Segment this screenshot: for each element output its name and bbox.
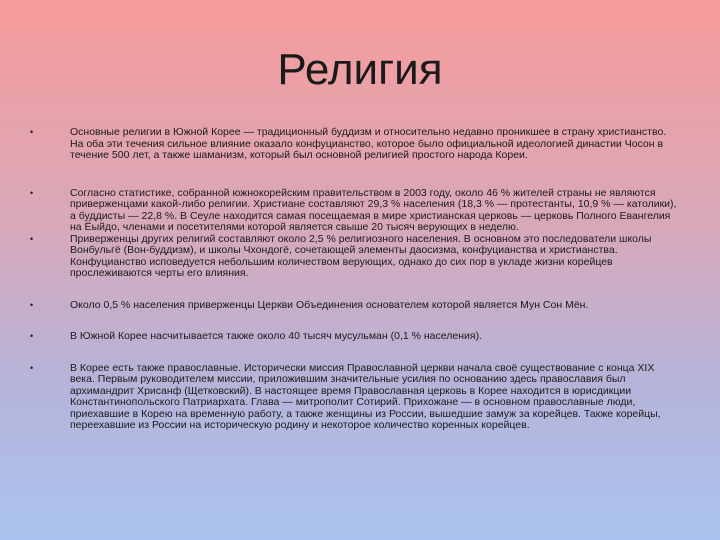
bullet-text: Согласно статистике, собранной южнокорейским правительством в 2003 году, около 46 % жителей страны не являются приверженцами какой-либо религии. Христиане составляют 29,3 % населения (18,3 % — протестанты, 10,9 % — католики), а буддисты — 22,8 %. В Сеуле находится самая посещаемая в мире христианская церковь — церковь Полного Евангелия на Ёыйдо, членами и посетителями которой является свыше 20 тысяч верующих в неделю. — [70, 186, 677, 233]
bullet-dot: • — [30, 233, 34, 244]
bullet-dot: • — [30, 127, 34, 137]
bullet-text: Приверженцы других религий составляют около 2,5 % религиозного населения. В основном это последователи школы Вонбульгё (Вон-буддизм), и школы Чхондогё, сочетающей элементы даосизма, конфуцианства и христианства. Конфуцианство исповедуется небольшим количеством верующих, однако до сих пор в укладе жизни корейцев прослеживаются черты его влияния. — [70, 232, 652, 279]
bullet-text: В Южной Корее насчитывается также около 40 тысяч мусульман (0,1 % населения). — [70, 330, 482, 342]
bullet-item — [30, 363, 678, 432]
bullet-text: Около 0,5 % населения приверженцы Церкви Объединения основателем которой является Мун Сон Мён. — [70, 298, 589, 311]
bullet-text: Основные религии в Южной Корее — традиционный буддизм и относительно недавно проникшее в страну христианство. На оба эти течения сильное влияние оказало конфуцианство, которое было официальной идеологией династии Чосон в течение 500 лет, а также шаманизм, который был основной религией простого народа Кореи. — [70, 126, 667, 161]
bullet-dot: • — [30, 362, 34, 373]
bullet-item — [30, 127, 678, 162]
bullet-item — [30, 188, 678, 234]
bullet-item — [30, 331, 678, 343]
bullet-dot: • — [30, 331, 34, 341]
bullet-item — [30, 300, 678, 312]
bullet-dot: • — [30, 187, 34, 198]
bullet-list — [30, 127, 678, 432]
slide-title: Религия — [277, 45, 443, 94]
bullet-text: В Корее есть также православные. Исторически миссия Православной церкви начала своё существование с конца XIX века. Первым руководителем миссии, приложившим значительные усилия по основанию здесь православия был архимандрит Хрисанф (Щетковский). В настоящее время Православная церковь в Корее находится в юрисдикции Константинопольского Патриархата. Глава — митрополит Сотирий. Прихожане — в основном православные люди, приехавшие в Корею на временную работу, а также женщины из России, вышедшие замуж за корейцев. Также корейцы, переехавшие из России на историческую родину и некоторое количество коренных корейцев. — [70, 361, 661, 431]
bullet-dot: • — [30, 299, 34, 310]
bullet-item — [30, 234, 678, 280]
